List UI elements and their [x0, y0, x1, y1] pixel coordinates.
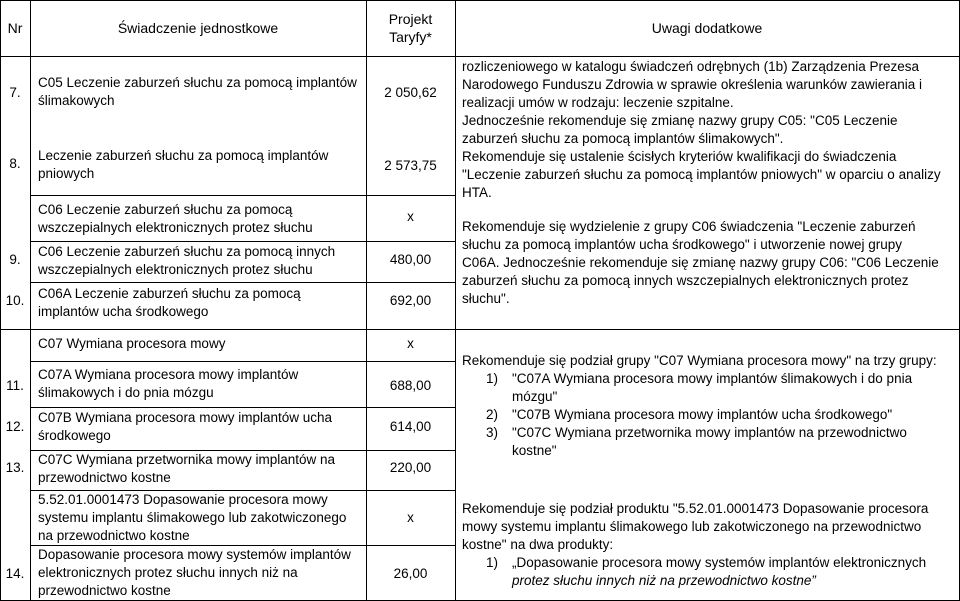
benefit-name-line: C07A Wymiana procesora mowy implantów	[38, 367, 299, 382]
remark-line: C06A. Jednocześnie rekomenduje się zmianę nazwy grupy C06: "C06 Leczenie	[462, 255, 939, 270]
tariff-value: x	[407, 510, 414, 525]
list-number: 1)	[486, 555, 499, 570]
benefit-name-line: C07C Wymiana przetwornika mowy implantów na	[38, 452, 335, 467]
remark-line: kostne" na dwa produkty:	[462, 537, 614, 552]
tariff-value: 688,00	[389, 378, 432, 393]
header-remarks: Uwagi dodatkowe	[651, 20, 763, 36]
remark-line: mowy systemu implantu ślimakowego lub zakotwiczonego na przewodnictwo	[462, 519, 922, 534]
benefit-name-line: elektronicznych protez słuchu innych niż na	[38, 565, 298, 580]
row-number: 8.	[9, 156, 21, 171]
benefit-name-line: Leczenie zaburzeń słuchu za pomocą implantów	[38, 148, 329, 163]
benefit-name-line: C06 Leczenie zaburzeń słuchu za pomocą innych	[38, 244, 336, 259]
remark-line: zaburzeń słuchu za pomocą implantów ślimakowych".	[462, 131, 784, 146]
tariff-value: x	[407, 336, 414, 351]
benefit-name-line: przewodnictwo kostne	[38, 470, 171, 485]
tariff-value: 2 050,62	[384, 85, 437, 100]
benefit-name-line: ślimakowych i do pnia mózgu	[38, 385, 214, 400]
remark-line: rozliczeniowego w katalogu świadczeń odrębnych (1b) Zarządzenia Prezesa	[462, 59, 919, 74]
row-number: 13.	[5, 460, 25, 475]
benefit-name-line: implantów ucha środkowego	[38, 304, 209, 319]
list-item-line: protez słuchu innych niż na przewodnictwo kostne”	[512, 573, 816, 588]
remark-line: Jednocześnie rekomenduje się zmianę nazwy grupy C05: "C05 Leczenie	[462, 113, 898, 128]
remark-line: HTA.	[462, 185, 492, 200]
tariff-value: 220,00	[389, 460, 432, 475]
benefit-name-line: wszczepialnych elektronicznych protez słuchu	[38, 262, 313, 277]
list-item-line: kostne"	[512, 443, 557, 458]
benefit-name-line: C05 Leczenie zaburzeń słuchu za pomocą implantów	[38, 75, 357, 90]
header-nr: Nr	[7, 20, 23, 36]
benefit-name-line: pniowych	[38, 166, 95, 181]
benefit-name-line: C06A Leczenie zaburzeń słuchu za pomocą	[38, 286, 301, 301]
benefit-name-line: środkowego	[38, 428, 111, 443]
row-number: 14.	[5, 566, 25, 581]
list-item-line: mózgu"	[512, 389, 558, 404]
remark-line: słuchu za pomocą implantów ucha środkowego" i utworzenie nowej grupy	[462, 237, 903, 252]
tariff-value: 480,00	[389, 252, 432, 267]
tariff-value: 26,00	[393, 566, 428, 581]
list-item-line: "C07B Wymiana procesora mowy implantów ucha środkowego"	[512, 407, 893, 422]
remark-line: Rekomenduje się podział grupy "C07 Wymiana procesora mowy" na trzy grupy:	[462, 353, 937, 368]
benefit-name-line: przewodnictwo kostne	[38, 583, 171, 598]
benefit-name-line: wszczepialnych elektronicznych protez słuchu	[38, 220, 313, 235]
tariff-value: 692,00	[389, 293, 432, 308]
remark-line: słuchu".	[462, 291, 510, 306]
benefit-name-line: ślimakowych	[38, 93, 115, 108]
remark-line: realizacji umów w rodzaju: leczenie szpitalne.	[462, 95, 734, 110]
remark-line: Rekomenduje się podział produktu "5.52.01.0001473 Dopasowanie procesora	[462, 501, 929, 516]
benefit-name-line: na przewodnictwo kostne	[38, 528, 190, 543]
benefit-name-line: C06 Leczenie zaburzeń słuchu za pomocą	[38, 202, 293, 217]
header-tariff-line2: Taryfy*	[389, 29, 432, 45]
list-item-line: "C07C Wymiana przetwornika mowy implantów na przewodnictwo	[512, 425, 907, 440]
benefit-name-line: C07B Wymiana procesora mowy implantów ucha	[38, 410, 333, 425]
row-number: 7.	[9, 85, 21, 100]
tariff-value: x	[407, 209, 414, 224]
remark-line: Rekomenduje się wydzielenie z grupy C06 świadczenia "Leczenie zaburzeń	[462, 219, 916, 234]
list-number: 1)	[486, 371, 499, 386]
remark-line: Rekomenduje się ustalenie ścisłych kryteriów kwalifikacji do świadczenia	[462, 149, 897, 164]
remark-line: Narodowego Funduszu Zdrowia w sprawie określenia warunków zawierania i	[462, 77, 922, 92]
row-number: 11.	[6, 378, 24, 393]
benefit-name-line: systemu implantu ślimakowego lub zakotwiczonego	[38, 510, 347, 525]
list-number: 2)	[486, 407, 499, 422]
row-number: 10.	[5, 293, 25, 308]
list-number: 3)	[486, 425, 499, 440]
list-item-line: "C07A Wymiana procesora mowy implantów ślimakowych i do pnia	[512, 371, 913, 386]
header-tariff-line1: Projekt	[388, 11, 433, 27]
tariff-value: 2 573,75	[384, 158, 437, 173]
benefit-name-line: 5.52.01.0001473 Dopasowanie procesora mowy	[38, 492, 328, 507]
list-item-line: „Dopasowanie procesora mowy systemów implantów elektronicznych	[512, 555, 927, 570]
remark-line: zaburzeń słuchu za pomocą innych wszczepialnych elektronicznych protez	[462, 273, 909, 288]
remark-line: "Leczenie zaburzeń słuchu za pomocą implantów pniowych" w oparciu o analizy	[462, 167, 941, 182]
row-number: 9.	[9, 252, 21, 267]
benefit-name-line: C07 Wymiana procesora mowy	[38, 336, 226, 351]
tariff-value: 614,00	[389, 419, 432, 434]
header-benefit: Świadczenie jednostkowe	[117, 20, 279, 36]
benefit-name-line: Dopasowanie procesora mowy systemów implantów	[38, 547, 351, 562]
row-number: 12.	[5, 419, 25, 434]
